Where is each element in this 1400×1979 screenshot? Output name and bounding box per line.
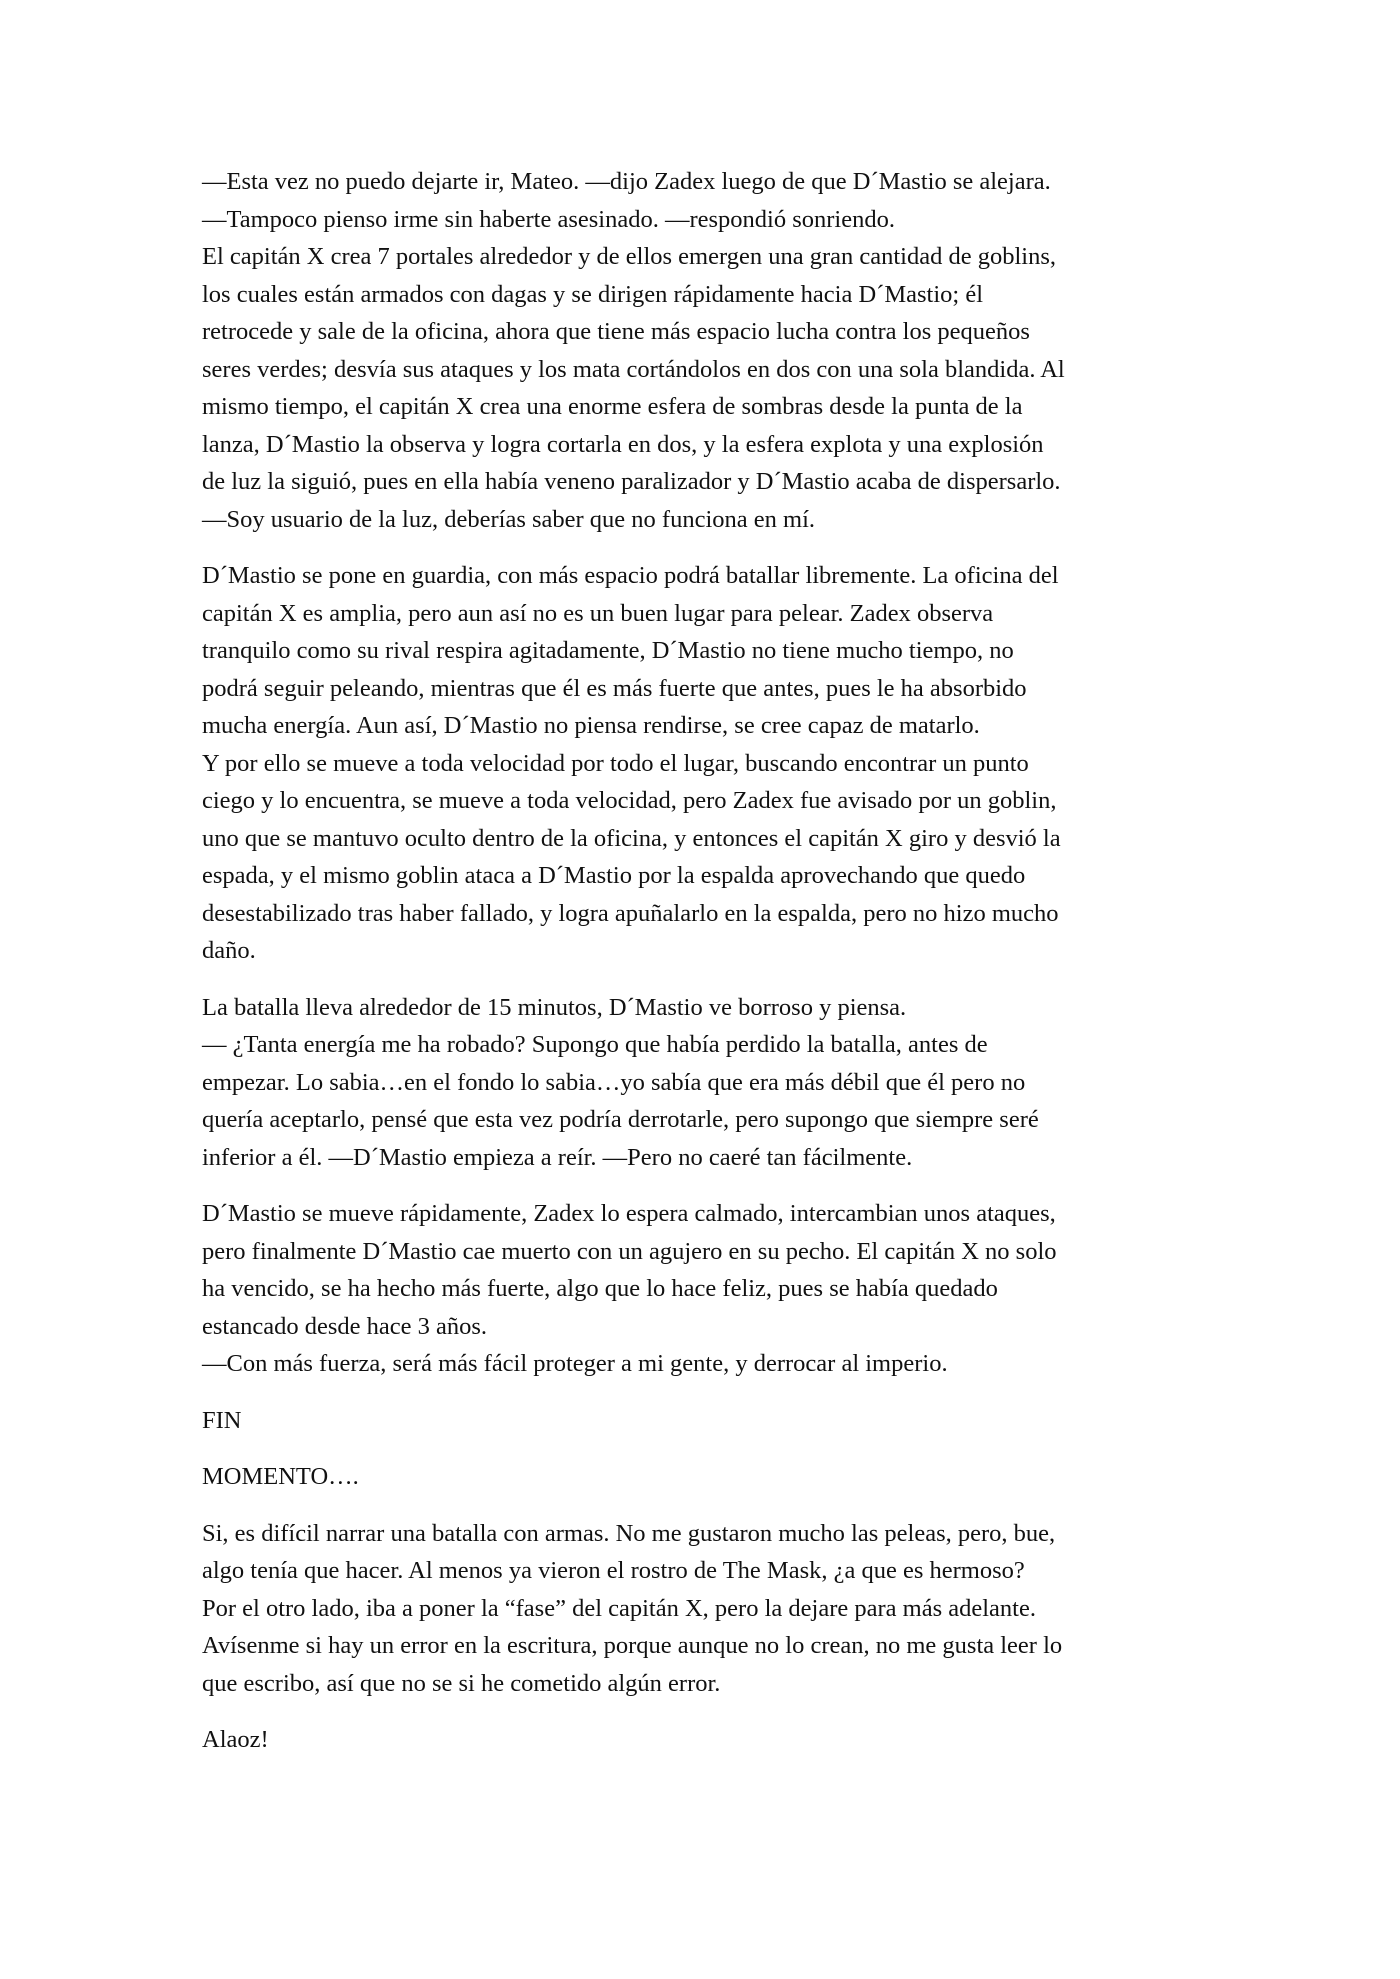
text-line: ciego y lo encuentra, se mueve a toda velocidad, pero Zadex fue avisado por un goblin,: [202, 787, 1057, 814]
text-line: D´Mastio se mueve rápidamente, Zadex lo espera calmado, intercambian unos ataques,: [202, 1200, 1056, 1227]
paragraph: [202, 1515, 1212, 1703]
paragraph: [202, 1195, 1212, 1383]
document-page: [202, 163, 1212, 1759]
paragraph-gap: [202, 1496, 1212, 1515]
text-line: —Con más fuerza, será más fácil proteger a mi gente, y derrocar al imperio.: [202, 1350, 948, 1377]
text-line: —Tampoco pienso irme sin haberte asesinado. —respondió sonriendo.: [202, 205, 895, 233]
paragraph-gap: [202, 1439, 1212, 1458]
paragraph-gap: [202, 538, 1212, 557]
text-line: Y por ello se mueve a toda velocidad por todo el lugar, buscando encontrar un punto: [202, 749, 1029, 777]
text-line: pero finalmente D´Mastio cae muerto con un agujero en su pecho. El capitán X no solo: [202, 1237, 1057, 1265]
paragraph-gap: [202, 1176, 1212, 1195]
text-line: espada, y el mismo goblin ataca a D´Mastio por la espalda aprovechando que quedo: [202, 862, 1026, 889]
paragraph-gap: [202, 1702, 1212, 1721]
paragraph: [202, 1402, 1212, 1440]
text-line: MOMENTO….: [202, 1463, 359, 1490]
text-line: de luz la siguió, pues en ella había veneno paralizador y D´Mastio acaba de dispersarlo.: [202, 468, 1061, 495]
text-line: seres verdes; desvía sus ataques y los mata cortándolos en dos con una sola blandida. Al: [202, 355, 1065, 383]
text-line: que escribo, así que no se si he cometido algún error.: [202, 1669, 721, 1697]
text-line: Si, es difícil narrar una batalla con armas. No me gustaron mucho las peleas, pero, bue,: [202, 1519, 1056, 1547]
paragraph-gap: [202, 970, 1212, 989]
text-line: tranquilo como su rival respira agitadamente, D´Mastio no tiene mucho tiempo, no: [202, 637, 1014, 664]
text-line: daño.: [202, 937, 256, 964]
text-line: estancado desde hace 3 años.: [202, 1312, 488, 1340]
text-line: empezar. Lo sabia…en el fondo lo sabia…yo sabía que era más débil que él pero no: [202, 1068, 1026, 1096]
text-line: La batalla lleva alrededor de 15 minutos, D´Mastio ve borroso y piensa.: [202, 993, 907, 1021]
paragraph: [202, 1458, 1212, 1496]
text-line: retrocede y sale de la oficina, ahora que tiene más espacio lucha contra los pequeños: [202, 318, 1030, 345]
text-line: inferior a él. —D´Mastio empieza a reír. —Pero no caeré tan fácilmente.: [202, 1143, 913, 1171]
text-line: El capitán X crea 7 portales alrededor y de ellos emergen una gran cantidad de goblins,: [202, 243, 1056, 270]
text-line: —Soy usuario de la luz, deberías saber que no funciona en mí.: [202, 505, 816, 533]
text-line: desestabilizado tras haber fallado, y logra apuñalarlo en la espalda, pero no hizo mucho: [202, 899, 1059, 927]
paragraph: [202, 163, 1212, 538]
text-line: lanza, D´Mastio la observa y logra cortarla en dos, y la esfera explota y una explosión: [202, 430, 1044, 458]
text-line: quería aceptarlo, pensé que esta vez podría derrotarle, pero supongo que siempre seré: [202, 1106, 1039, 1133]
paragraph: [202, 1721, 1212, 1759]
text-line: Avísenme si hay un error en la escritura, porque aunque no lo crean, no me gusta leer lo: [202, 1632, 1063, 1659]
text-line: D´Mastio se pone en guardia, con más espacio podrá batallar libremente. La oficina del: [202, 562, 1059, 589]
text-line: mismo tiempo, el capitán X crea una enorme esfera de sombras desde la punta de la: [202, 393, 1023, 420]
text-line: mucha energía. Aun así, D´Mastio no piensa rendirse, se cree capaz de matarlo.: [202, 712, 980, 739]
text-line: uno que se mantuvo oculto dentro de la oficina, y entonces el capitán X giro y desvió la: [202, 824, 1061, 852]
text-line: Alaoz!: [202, 1726, 269, 1753]
paragraph: [202, 557, 1212, 970]
paragraph-gap: [202, 1383, 1212, 1402]
text-line: — ¿Tanta energía me ha robado? Supongo que había perdido la batalla, antes de: [202, 1031, 988, 1058]
text-line: podrá seguir peleando, mientras que él es más fuerte que antes, pues le ha absorbido: [202, 674, 1027, 702]
text-line: los cuales están armados con dagas y se dirigen rápidamente hacia D´Mastio; él: [202, 280, 984, 308]
text-line: capitán X es amplia, pero aun así no es un buen lugar para pelear. Zadex observa: [202, 599, 994, 627]
text-line: Por el otro lado, iba a poner la “fase” del capitán X, pero la dejare para más adelante.: [202, 1594, 1036, 1622]
paragraph: [202, 989, 1212, 1177]
text-line: —Esta vez no puedo dejarte ir, Mateo. —dijo Zadex luego de que D´Mastio se alejara.: [202, 168, 1051, 195]
text-line: ha vencido, se ha hecho más fuerte, algo que lo hace feliz, pues se había quedado: [202, 1275, 998, 1302]
text-line: FIN: [202, 1406, 242, 1434]
text-line: algo tenía que hacer. Al menos ya vieron el rostro de The Mask, ¿a que es hermoso?: [202, 1557, 1025, 1584]
